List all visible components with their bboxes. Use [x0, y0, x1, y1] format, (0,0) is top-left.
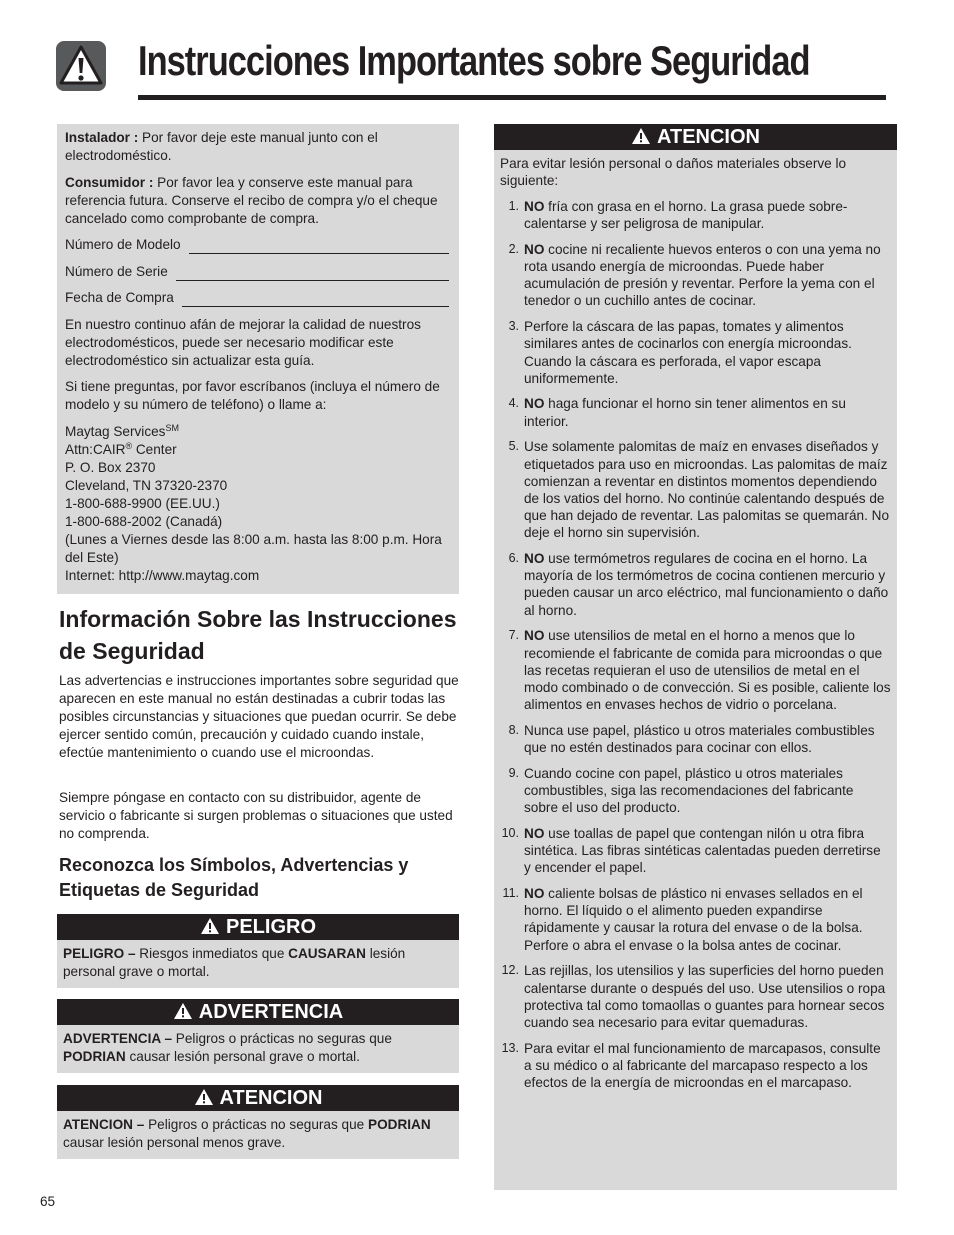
- list-item: [500, 438, 891, 541]
- list-item: [500, 198, 891, 232]
- list-item-number: 5.: [508, 439, 519, 454]
- list-item-text: NO use termómetros regulares de cocina en el horno. La mayoría de los termómetros de cocina contienen mercurio y pueden causar un arco eléctrico, mal funcionamiento o daño al horno.: [524, 551, 889, 618]
- list-item: [500, 627, 891, 713]
- list-item: [500, 885, 891, 954]
- list-item-text: NO caliente bolsas de plástico ni envases sellados en el horno. El líquido o el alimento pueden expandirse rápidamente y causar la rotura del envase o de la bolsa. Perfore o abra el envase o la bolsa antes de cocinar.: [524, 886, 863, 953]
- installer-note: Instalador : Por favor deje este manual junto con el electrodoméstico.: [65, 130, 378, 163]
- list-item-number: 3.: [508, 319, 519, 334]
- atencion-intro: Para evitar lesión personal o daños materiales observe lo siguiente:: [500, 156, 847, 189]
- consumer-note: Consumidor : Por favor lea y conserve este manual para referencia futura. Conserve el recibo de compra y/o el cheque cancelado como comprobante de compra.: [65, 174, 438, 226]
- advertencia-definition: ADVERTENCIA – Peligros o prácticas no seguras que PODRIAN causar lesión personal grave o mortal.: [57, 1025, 459, 1073]
- list-item-number: 6.: [508, 551, 519, 566]
- atencion-definition: ATENCION – Peligros o prácticas no seguras que PODRIAN causar lesión personal menos grave.: [57, 1111, 459, 1159]
- title-rule: [138, 95, 886, 100]
- list-item-text: NO use utensilios de metal en el horno a menos que lo recomiende el fabricante de comida para microondas o que las recetas requieran el uso de utensilios de metal en el modo combinado o de convección. Si es posible, caliente los alimentos en envases hechos de vidrio o porcelana.: [524, 628, 891, 713]
- warning-triangle-icon: [173, 1001, 193, 1027]
- page-title: Instrucciones Importantes sobre Seguridad: [138, 37, 810, 84]
- peligro-header: PELIGRO: [57, 914, 459, 940]
- advertencia-header: ADVERTENCIA: [57, 999, 459, 1025]
- website-link[interactable]: Internet: http://www.maytag.com: [65, 567, 260, 583]
- list-item: [500, 241, 891, 310]
- list-item-text: Las rejillas, los utensilios y las superficies del horno pueden calentarse durante o después del uso. Use utensilios o ropa protectiva tal como tomaollas o guantes para hornear secos cuando sea necesario para evitar quemaduras.: [524, 963, 886, 1030]
- list-item: [500, 1040, 891, 1092]
- list-item-text: NO cocine ni recaliente huevos enteros o con una yema no rota usando energía de microondas. Puede haber acumulación de presión y reventar. Perfore la yema con el tenedor o un cuchillo antes de cocinar.: [524, 241, 881, 309]
- warning-triangle-icon: [631, 126, 651, 152]
- list-item-number: 2.: [508, 241, 519, 256]
- list-item-number: 8.: [508, 722, 519, 737]
- list-item-number: 11.: [502, 886, 519, 901]
- list-item: [500, 722, 891, 756]
- list-item-text: NO haga funcionar el horno sin tener alimentos en su interior.: [524, 396, 846, 429]
- list-item-number: 13.: [501, 1040, 519, 1055]
- page-number: 65: [40, 1194, 56, 1209]
- right-atencion-header: ATENCION: [494, 124, 897, 150]
- section-heading-symbols: Reconozca los Símbolos, Advertencias y Etiquetas de Seguridad: [59, 855, 409, 900]
- list-item-text: Nunca use papel, plástico u otros materiales combustibles que no estén destinados para cocinar con ellos.: [524, 722, 875, 756]
- warning-triangle-icon: [56, 41, 106, 91]
- list-item-number: 12.: [501, 963, 519, 978]
- atencion-list: [500, 198, 891, 1091]
- service-address: Maytag Services℠ Attn:CAIR® Center P. O. Box 2370 Cleveland, TN 37320-2370 1-800-688-9900 (EE.UU.) 1-800-688-2002 (Canadá) (Lunes a Viernes desde las 8:00 a.m. hasta las 8:00 p.m. Hora del Este) Internet: http://www.maytag.com: [65, 423, 451, 585]
- list-item: [500, 318, 891, 387]
- questions-note: Si tiene preguntas, por favor escríbanos (incluya el número de modelo y su número de teléfono) o llame a:: [65, 379, 440, 412]
- info-paragraph-2: Siempre póngase en contacto con su distribuidor, agente de servicio o fabricante si surgen problemas o situaciones que usted no comprenda.: [59, 790, 453, 841]
- purchase-date-line: [182, 295, 449, 307]
- serial-number-line: [176, 269, 449, 281]
- list-item-text: Para evitar el mal funcionamiento de marcapasos, consulte a su médico o al fabricante del marcapaso respecto a los efectos de la energía de microondas en el marcapaso.: [524, 1040, 881, 1091]
- purchase-date-field: Fecha de Compra: [65, 289, 451, 307]
- section-heading-info: Información Sobre las Instrucciones de Seguridad: [59, 606, 457, 664]
- peligro-definition: PELIGRO – Riesgos inmediatos que CAUSARAN lesión personal grave o mortal.: [57, 940, 459, 988]
- list-item-number: 9.: [508, 765, 519, 780]
- list-item: [500, 765, 891, 817]
- warning-triangle-icon: [194, 1087, 214, 1113]
- list-item-text: NO fría con grasa en el horno. La grasa puede sobre-calentarse y ser peligrosa de manipular.: [524, 198, 848, 232]
- list-item-text: NO use toallas de papel que contengan nilón u otra fibra sintética. Las fibras sintéticas calentadas pueden derretirse y encender el papel.: [524, 825, 881, 876]
- model-number-field: Número de Modelo: [65, 236, 451, 254]
- right-atencion-body: [494, 150, 897, 1190]
- list-item-number: 4.: [508, 396, 519, 411]
- serial-number-field: Número de Serie: [65, 263, 451, 281]
- list-item: [500, 825, 891, 877]
- list-item-text: Use solamente palomitas de maíz en envases diseñados y etiquetados para uso en microondas. Las palomitas de maíz comienzan a reventar en distintos momentos dependiendo de los vatios del horno. No continúe calentando después de que han dejado de reventar. Las palomitas se quemarán. No deje el horno sin supervisión.: [524, 439, 890, 541]
- list-item: [500, 395, 891, 429]
- info-paragraph-1: Las advertencias e instrucciones importantes sobre seguridad que aparecen en este manual no están destinadas a cubrir todas las posibles circunstancias y situaciones que puedan ocurrir. Se debe ejercer sentido común, precaución y cuidado cuando instale, efectúe mantenimiento o cuando use el microondas.: [59, 673, 459, 760]
- improvement-note: En nuestro continuo afán de mejorar la calidad de nuestros electrodomésticos, puede ser necesario modificar este electrodoméstico sin actualizar esta guía.: [65, 316, 421, 368]
- list-item-text: Perfore la cáscara de las papas, tomates y alimentos similares antes de cocinarlos con energía microondas. Cuando la cáscara es perforada, el vapor escapa uniformemente.: [524, 319, 852, 386]
- owner-info-box: [57, 124, 459, 594]
- list-item-text: Cuando cocine con papel, plástico u otros materiales combustibles, siga las recomendaciones del fabricante sobre el uso del producto.: [524, 765, 854, 816]
- list-item: [500, 962, 891, 1031]
- list-item-number: 10.: [501, 825, 519, 840]
- model-number-line: [189, 242, 449, 254]
- list-item-number: 7.: [508, 628, 519, 643]
- atencion-header: ATENCION: [57, 1085, 459, 1111]
- list-item-number: 1.: [508, 198, 519, 213]
- warning-triangle-icon: [200, 916, 220, 942]
- list-item: [500, 550, 891, 619]
